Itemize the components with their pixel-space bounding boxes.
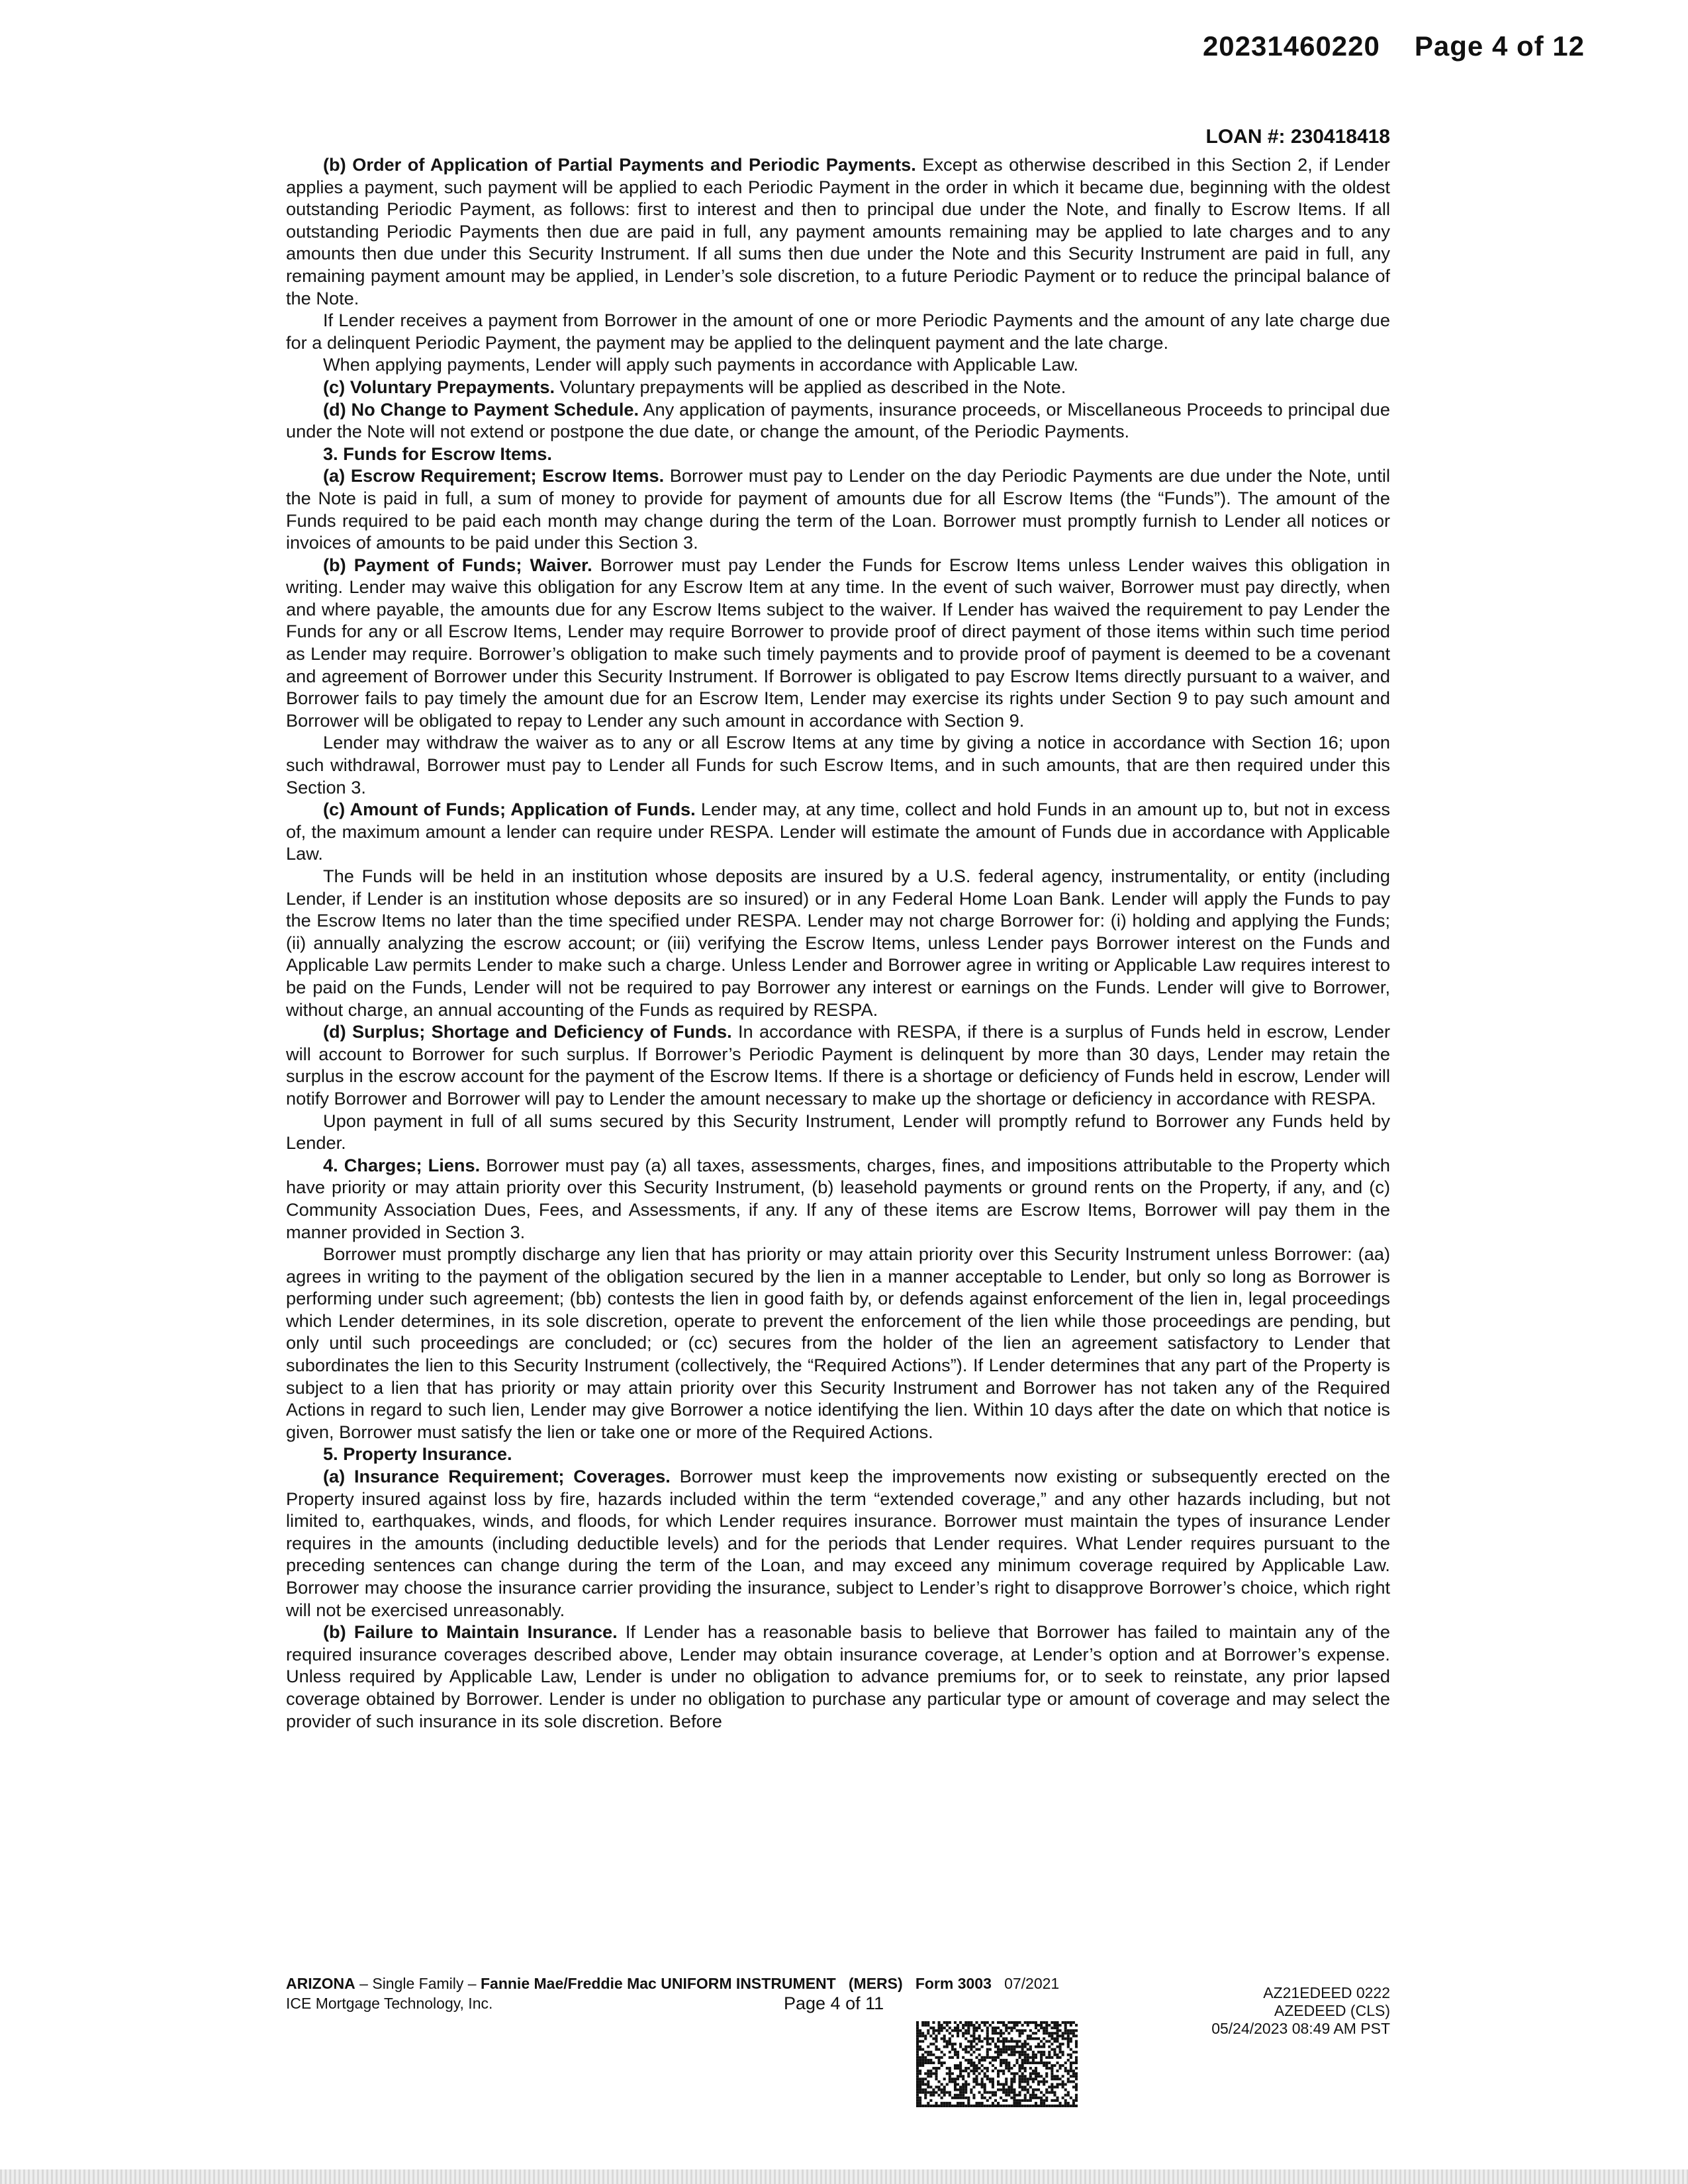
loan-number: LOAN #: 230418418 xyxy=(1205,126,1390,148)
paragraph xyxy=(286,398,1390,443)
paragraph xyxy=(286,465,1390,553)
paragraph-text: Borrower must pay Lender the Funds for Escrow Items unless Lender waives this obligation in writing. Lender may waive this obligation for any Escrow Item at any time. In the event of such waiver, Borrower must pay directly, when and where payable, the amounts due for any Escrow Items subject to the waiver. If Lender has waived the requirement to pay Lender the Funds for any or all Escrow Items, Lender may require Borrower to provide proof of direct payment of those items within such time period as Lender may require. Borrower’s obligation to make such timely payments and to provide proof of payment is deemed to be a covenant and agreement of Borrower under this Security Instrument. If Borrower is obligated to pay Escrow Items directly pursuant to a waiver, and Borrower fails to pay timely the amount due for an Escrow Item, Lender may exercise its rights under Section 9 to pay such amount and Borrower will be obligated to repay to Lender any such amount in accordance with Section 9. xyxy=(286,554,1390,731)
section-heading: (c) Voluntary Prepayments. xyxy=(323,376,555,397)
paragraph-text: Lender may withdraw the waiver as to any or all Escrow Items at any time by giving a notice in accordance with Section 16; upon such withdrawal, Borrower must pay to Lender all Funds for such Escrow Items, and in such amounts, that are then required under this Section 3. xyxy=(286,732,1390,797)
page-number: Page 4 of 11 xyxy=(784,1993,884,2013)
paragraph-text: Borrower must pay to Lender on the day Periodic Payments are due under the Note, until the Note is paid in full, a sum of money to provide for payment of amounts due for all Escrow Items (the “Funds”). The amount of the Funds required to be paid each month may change during the term of the Loan. Borrower must promptly furnish to Lender all notices or invoices of amounts to be paid under this Section 3. xyxy=(286,465,1390,553)
paragraph xyxy=(286,1465,1390,1621)
form-code: AZ21EDEED 0222 xyxy=(1263,1984,1390,2001)
paragraph xyxy=(286,1443,1390,1465)
section-heading: (d) Surplus; Shortage and Deficiency of Funds. xyxy=(323,1021,732,1042)
print-timestamp: 05/24/2023 08:49 AM PST xyxy=(1211,2020,1390,2037)
section-heading: (d) No Change to Payment Schedule. xyxy=(323,398,639,420)
recording-header xyxy=(1203,30,1585,62)
section-heading: (b) Failure to Maintain Insurance. xyxy=(323,1621,618,1643)
section-heading: (a) Insurance Requirement; Coverages. xyxy=(323,1466,671,1487)
document-number: 20231460220 xyxy=(1202,30,1380,62)
paragraph xyxy=(286,731,1390,798)
section-heading: 3. Funds for Escrow Items. xyxy=(323,443,552,464)
paragraph xyxy=(286,1110,1390,1154)
paragraph-text: If Lender receives a payment from Borrower in the amount of one or more Periodic Payments and the amount of any late charge due for a delinquent Periodic Payment, the payment may be applied to the delinquent payment and the late charge. xyxy=(286,310,1390,353)
paragraph xyxy=(286,554,1390,732)
paragraph xyxy=(286,154,1390,309)
section-heading: (b) Payment of Funds; Waiver. xyxy=(323,554,592,575)
barcode-icon xyxy=(916,2021,1078,2107)
section-heading: (a) Escrow Requirement; Escrow Items. xyxy=(323,465,665,486)
paragraph-text: Borrower must pay (a) all taxes, assessments, charges, fines, and impositions attributable to the Property which have priority or may attain priority over this Security Instrument, (b) leasehold payments or ground rents on the Property, if any, and (c) Community Association Dues, Fees, and Assessments, if any. If any of these items are Escrow Items, Borrower will pay them in the manner provided in Section 3. xyxy=(286,1154,1391,1242)
paragraph-text: Upon payment in full of all sums secured by this Security Instrument, Lender will promptly refund to Borrower any Funds held by Lender. xyxy=(286,1110,1390,1154)
paragraph xyxy=(286,353,1390,376)
paragraph xyxy=(286,1021,1390,1109)
paragraph-text: Lender may, at any time, collect and hold Funds in an amount up to, but not in excess of, the maximum amount a lender can require under RESPA. Lender will estimate the amount of Funds due in accordance with Applicable Law. xyxy=(286,799,1390,864)
section-heading: (b) Order of Application of Partial Payments and Periodic Payments. xyxy=(323,154,916,175)
paragraph-text: When applying payments, Lender will apply such payments in accordance with Applicable Law. xyxy=(323,354,1079,375)
paragraph xyxy=(286,1621,1390,1732)
paragraph xyxy=(286,865,1390,1021)
software-vendor: ICE Mortgage Technology, Inc. xyxy=(286,1995,493,2012)
paragraph xyxy=(286,309,1390,353)
section-heading: 5. Property Insurance. xyxy=(323,1443,512,1465)
form-identifier: ARIZONA – Single Family – Fannie Mae/Freddie Mac UNIFORM INSTRUMENT (MERS) Form 3003 07/2021 xyxy=(286,1975,1060,1992)
section-heading: 4. Charges; Liens. xyxy=(323,1154,481,1175)
paragraph-text: Borrower must promptly discharge any lien that has priority or may attain priority over this Security Instrument unless Borrower: (aa) agrees in writing to the payment of the obligation secured by the lien in a manner acceptable to Lender, but only so long as Borrower is performing under such agreement; (bb) contests the lien in good faith by, or defends against enforcement of the lien in, legal proceedings which Lender determines, in its sole discretion, operate to prevent the enforcement of the lien while those proceedings are pending, but only until such proceedings are concluded; or (cc) secures from the holder of the lien an agreement satisfactory to Lender that subordinates the lien to this Security Instrument (collectively, the “Required Actions”). If Lender determines that any part of the Property is subject to a lien that has priority or may attain priority over this Security Instrument and Borrower has not taken any of the Required Actions in regard to such lien, Lender may give Borrower a notice identifying the lien. Within 10 days after the date on which that notice is given, Borrower must satisfy the lien or take one or more of the Required Actions. xyxy=(286,1244,1390,1442)
paragraph xyxy=(286,1154,1390,1243)
paragraph xyxy=(286,376,1390,398)
paragraph xyxy=(286,1243,1390,1443)
form-code-secondary: AZEDEED (CLS) xyxy=(1274,2002,1390,2019)
paragraph-text: In accordance with RESPA, if there is a surplus of Funds held in escrow, Lender will account to Borrower for such surplus. If Borrower’s Periodic Payment is delinquent by more than 30 days, Lender may retain the surplus in the escrow account for the payment of the Escrow Items. If there is a shortage or deficiency of Funds held in escrow, Lender will notify Borrower and Borrower will pay to Lender the amount necessary to make up the shortage or deficiency in accordance with RESPA. xyxy=(286,1021,1390,1109)
paragraph xyxy=(286,798,1390,865)
paragraph-text: The Funds will be held in an institution whose deposits are insured by a U.S. federal agency, instrumentality, or entity (including Lender, if Lender is an institution whose deposits are so insured) or in any Federal Home Loan Bank. Lender will apply the Funds to pay the Escrow Items no later than the time specified under RESPA. Lender may not charge Borrower for: (i) holding and applying the Funds; (ii) annually analyzing the escrow account; or (iii) verifying the Escrow Items, unless Lender pays Borrower interest on the Funds and Applicable Law permits Lender to make such a charge. Unless Lender and Borrower agree in writing or Applicable Law requires interest to be paid on the Funds, Lender will not be required to pay Borrower any interest or earnings on the Funds. Lender will give to Borrower, without charge, an annual accounting of the Funds as required by RESPA. xyxy=(286,866,1390,1020)
document-body xyxy=(286,154,1390,1732)
paragraph-text: Borrower must keep the improvements now existing or subsequently erected on the Property insured against loss by fire, hazards included within the term “extended coverage,” and any other hazards including, but not limited to, earthquakes, winds, and floods, for which Lender requires insurance. Borrower must maintain the types of insurance Lender requires in the amounts (including deductible levels) and for the periods that Lender requires. What Lender requires pursuant to the preceding sentences can change during the term of the Loan, and may exceed any minimum coverage required by Applicable Law. Borrower may choose the insurance carrier providing the insurance, subject to Lender’s right to disapprove Borrower’s choice, which right will not be exercised unreasonably. xyxy=(286,1466,1390,1620)
paragraph-text: Any application of payments, insurance proceeds, or Miscellaneous Proceeds to principal due under the Note will not extend or postpone the due date, or change the amount, of the Periodic Payments. xyxy=(286,398,1390,442)
paragraph xyxy=(286,443,1390,465)
paragraph-text: Except as otherwise described in this Section 2, if Lender applies a payment, such payment will be applied to each Periodic Payment in the order in which it became due, beginning with the oldest outstanding Periodic Payment, as follows: first to interest and then to principal due under the Note, and finally to Escrow Items. If all outstanding Periodic Payments then due are paid in full, any payment amounts remaining may be applied to late charges and to any amounts then due under this Security Instrument. If all sums then due under the Note and this Security Instrument are paid in full, any remaining payment amount may be applied, in Lender’s sole discretion, to a future Periodic Payment or to reduce the principal balance of the Note. xyxy=(286,154,1390,308)
section-heading: (c) Amount of Funds; Application of Funds. xyxy=(323,799,696,820)
recording-page-count: Page 4 of 12 xyxy=(1414,30,1585,62)
form-codes xyxy=(1211,1984,1390,2038)
scan-edge xyxy=(0,2169,1688,2184)
paragraph-text: Voluntary prepayments will be applied as described in the Note. xyxy=(555,376,1066,397)
paragraph-text: If Lender has a reasonable basis to believe that Borrower has failed to maintain any of the required insurance coverages described above, Lender may obtain insurance coverage, at Lender’s option and at Borrower’s expense. Unless required by Applicable Law, Lender is under no obligation to advance premiums for, or to seek to reinstate, any prior lapsed coverage obtained by Borrower. Lender is under no obligation to purchase any particular type or amount of coverage and may select the provider of such insurance in its sole discretion. Before xyxy=(286,1621,1390,1731)
